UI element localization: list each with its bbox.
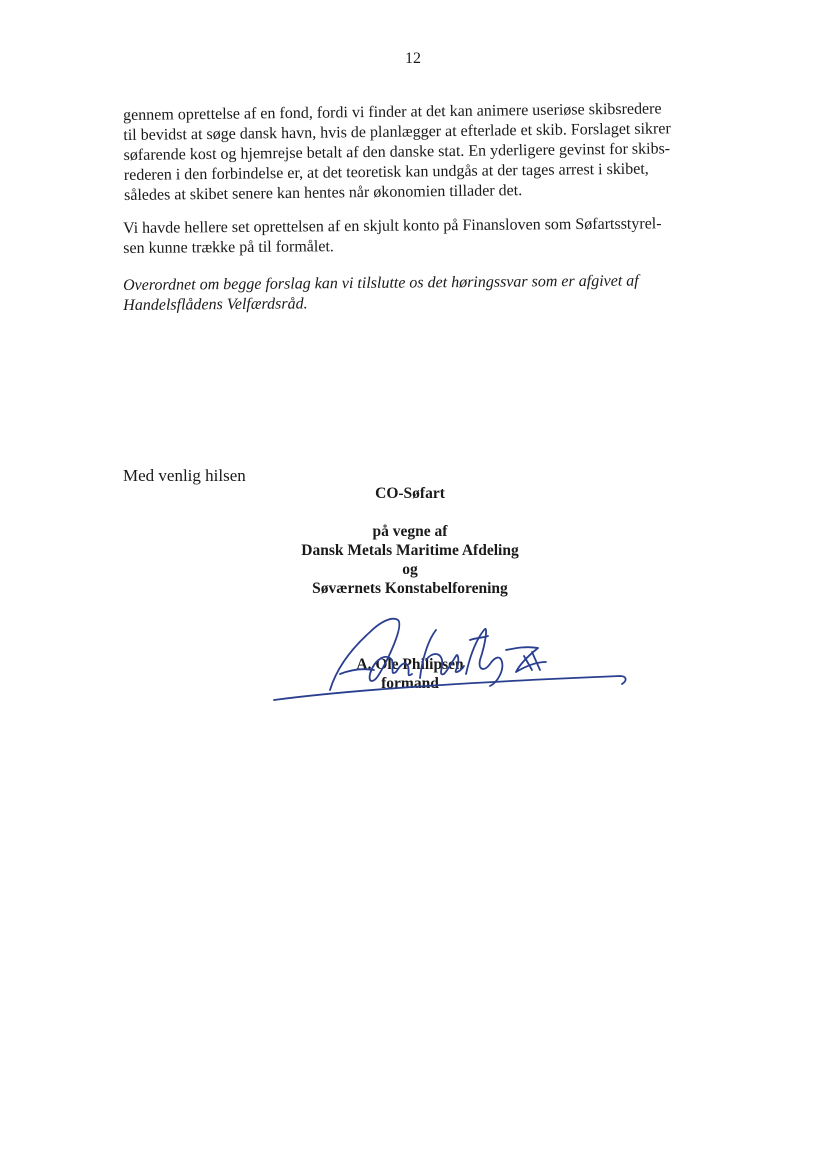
conjunction-text: og [402, 561, 418, 578]
paragraph-overordnet [123, 271, 698, 316]
handwritten-signature [270, 590, 640, 710]
union-name: Dansk Metals Maritime Afdeling [301, 542, 519, 559]
paragraph-fond [123, 99, 699, 206]
paragraph-konto [123, 214, 698, 259]
union-name: Søværnets Konstabelforening [312, 580, 508, 597]
text-line: Handelsflådens Velfærdsråd. [123, 295, 308, 314]
signatory-title: formand [381, 675, 439, 692]
closing-greeting: Med venlig hilsen [123, 466, 246, 485]
text-line: gennem oprettelse af en fond, fordi vi finder at det kan animere useriøse skibsredere [123, 100, 662, 124]
text-line: sen kunne trække på til formålet. [123, 238, 334, 257]
page-number: 12 [405, 50, 421, 67]
on-behalf-text: på vegne af [372, 523, 448, 540]
organization-name: CO-Søfart [375, 485, 445, 502]
text-line: Overordnet om begge forslag kan vi tilslutte os det høringssvar som er afgivet af [123, 272, 639, 294]
text-line: til bevidst at søge dansk havn, hvis de planlægger at efterlade et skib. Forslaget sikrer [123, 120, 671, 144]
text-line: Vi havde hellere set oprettelsen af en skjult konto på Finansloven som Søfartsstyrel- [123, 215, 662, 237]
text-line: rederen i den forbindelse er, at det teoretisk kan undgås at der tages arrest i skibet, [123, 160, 649, 184]
signatory-name: A. Ole Philipsen [356, 656, 464, 673]
text-line: søfarende kost og hjemrejse betalt af den danske stat. En yderligere gevinst for skibs- [123, 140, 671, 164]
text-line: således at skibet senere kan hentes når økonomien tillader det. [123, 182, 523, 204]
